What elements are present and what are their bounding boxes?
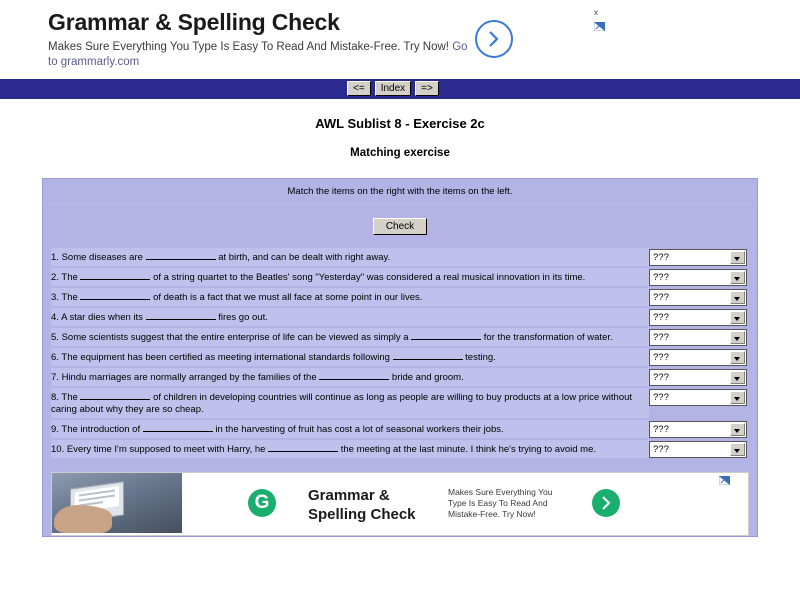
answer-gap: [319, 370, 389, 380]
question-text: [51, 308, 649, 326]
question-text: [51, 388, 649, 418]
question-row: [43, 420, 757, 438]
question-text-before-gap: The: [61, 392, 78, 403]
question-row: [43, 248, 757, 266]
page-subtitle: Matching exercise: [350, 147, 450, 159]
answer-select-value: ???: [653, 312, 669, 323]
question-text-after-gap: of children in developing countries will continue as long as people are willing to buy products at a low price without caring about why they are so cheap.: [51, 392, 633, 415]
question-row: [43, 368, 757, 386]
bottom-ad-title-line2: Spelling Check: [308, 506, 416, 523]
chevron-down-icon[interactable]: [730, 291, 745, 304]
question-row: [43, 268, 757, 286]
back-button[interactable]: <=: [347, 81, 371, 96]
question-number: 10.: [51, 444, 65, 455]
navigation-bar: [0, 79, 800, 99]
answer-gap: [80, 390, 150, 400]
question-number: 1.: [51, 252, 59, 263]
answer-select-wrapper: [649, 348, 749, 366]
answer-select-wrapper: [649, 368, 749, 386]
question-text-before-gap: The introduction of: [61, 424, 141, 435]
answer-select-value: ???: [653, 332, 669, 343]
answer-select-wrapper: [649, 288, 749, 306]
page-title: AWL Sublist 8 - Exercise 2c: [315, 116, 485, 131]
question-text-before-gap: Some scientists suggest that the entire enterprise of life can be viewed as simply a: [61, 332, 409, 343]
answer-select-wrapper: [649, 308, 749, 326]
answer-select-value: ???: [653, 372, 669, 383]
question-number: 9.: [51, 424, 59, 435]
answer-select-value: ???: [653, 392, 669, 403]
chevron-down-icon[interactable]: [730, 371, 745, 384]
instructions-text: Match the items on the right with the items on the left.: [43, 179, 757, 205]
answer-select[interactable]: [649, 309, 747, 326]
top-ad-subtitle: [48, 35, 478, 70]
top-ad-content[interactable]: [48, 4, 618, 74]
question-row: [43, 388, 757, 418]
question-number: 2.: [51, 272, 59, 283]
hand-shape: [54, 505, 112, 533]
laptop-typing-photo: [52, 473, 182, 533]
chevron-right-icon[interactable]: [475, 20, 513, 58]
chevron-down-icon[interactable]: [730, 351, 745, 364]
answer-gap: [411, 330, 481, 340]
answer-select-value: ???: [653, 272, 669, 283]
answer-select-wrapper: [649, 248, 749, 266]
question-text-before-gap: Every time I'm supposed to meet with Harry, he: [66, 444, 266, 455]
answer-select[interactable]: [649, 441, 747, 458]
chevron-down-icon[interactable]: [730, 251, 745, 264]
answer-select[interactable]: [649, 369, 747, 386]
answer-select-wrapper: [649, 328, 749, 346]
exercise-panel: [42, 178, 758, 537]
question-row: [43, 348, 757, 366]
adchoices-icon[interactable]: [594, 18, 605, 27]
answer-gap: [146, 250, 216, 260]
question-text: [51, 248, 649, 266]
question-text: [51, 348, 649, 366]
question-text-after-gap: of a string quartet to the Beatles' song "Yesterday" was considered a real musical innovation in its time.: [153, 272, 586, 283]
question-text: [51, 288, 649, 306]
adchoices-icon[interactable]: [719, 476, 730, 487]
question-text-after-gap: the meeting at the last minute. I think he's trying to avoid me.: [340, 444, 596, 455]
check-button[interactable]: Check: [373, 218, 427, 235]
answer-gap: [143, 422, 213, 432]
forward-button[interactable]: =>: [415, 81, 439, 96]
question-text-before-gap: A star dies when its: [61, 312, 143, 323]
questions-list: [43, 248, 757, 466]
answer-select[interactable]: [649, 349, 747, 366]
answer-select-value: ???: [653, 424, 669, 435]
answer-gap: [80, 290, 150, 300]
question-text-after-gap: at birth, and can be dealt with right away.: [218, 252, 391, 263]
check-row: [43, 205, 757, 248]
chevron-right-icon[interactable]: [592, 489, 620, 517]
chevron-down-icon[interactable]: [730, 311, 745, 324]
answer-select[interactable]: [649, 389, 747, 406]
question-row: [43, 288, 757, 306]
question-number: 6.: [51, 352, 59, 363]
chevron-down-icon[interactable]: [730, 391, 745, 404]
answer-gap: [393, 350, 463, 360]
answer-select[interactable]: [649, 329, 747, 346]
bottom-banner-ad[interactable]: [51, 472, 749, 536]
answer-gap: [146, 310, 216, 320]
grammarly-logo-icon: G: [248, 489, 276, 517]
answer-select[interactable]: [649, 421, 747, 438]
answer-select[interactable]: [649, 269, 747, 286]
chevron-down-icon[interactable]: [730, 423, 745, 436]
chevron-down-icon[interactable]: [730, 271, 745, 284]
chevron-down-icon[interactable]: [730, 331, 745, 344]
answer-select-value: ???: [653, 352, 669, 363]
answer-select-value: ???: [653, 444, 669, 455]
bottom-ad-title: [308, 486, 416, 524]
answer-select-wrapper: [649, 420, 749, 438]
question-row: [43, 440, 757, 458]
question-text-after-gap: in the harvesting of fruit has cost a lot of seasonal workers their jobs.: [215, 424, 504, 435]
question-row: [43, 308, 757, 326]
question-text: [51, 440, 649, 458]
question-number: 5.: [51, 332, 59, 343]
answer-select-value: ???: [653, 292, 669, 303]
answer-select[interactable]: [649, 289, 747, 306]
question-text-before-gap: The equipment has been certified as meeting international standards following: [61, 352, 390, 363]
question-text-after-gap: testing.: [465, 352, 496, 363]
close-icon[interactable]: x: [594, 8, 598, 17]
bottom-ad-title-line1: Grammar &: [308, 487, 390, 504]
question-number: 3.: [51, 292, 59, 303]
question-text-before-gap: Some diseases are: [61, 252, 143, 263]
question-text: [51, 420, 649, 438]
answer-gap: [80, 270, 150, 280]
bottom-ad-subtitle: Makes Sure Everything You Type Is Easy To Read And Mistake-Free. Try Now!: [448, 487, 553, 519]
question-text-after-gap: of death is a fact that we must all face at some point in our lives.: [153, 292, 423, 303]
question-text: [51, 368, 649, 386]
question-number: 7.: [51, 372, 59, 383]
question-text: [51, 328, 649, 346]
question-text: [51, 268, 649, 286]
answer-select-value: ???: [653, 252, 669, 263]
top-ad-url[interactable]: Go to grammarly.com: [48, 41, 468, 68]
question-text-after-gap: for the transformation of water.: [483, 332, 613, 343]
question-text-after-gap: fires go out.: [218, 312, 268, 323]
question-number: 8.: [51, 392, 59, 403]
index-button[interactable]: Index: [375, 81, 411, 96]
question-text-before-gap: The: [61, 272, 78, 283]
top-ad-subtitle-text: Makes Sure Everything You Type Is Easy To Read And Mistake-Free. Try Now!: [48, 41, 449, 53]
answer-select-wrapper: [649, 388, 749, 406]
answer-select-wrapper: [649, 440, 749, 458]
question-number: 4.: [51, 312, 59, 323]
answer-select-wrapper: [649, 268, 749, 286]
question-text-before-gap: The: [61, 292, 78, 303]
answer-select[interactable]: [649, 249, 747, 266]
nav-button-group: [347, 81, 439, 96]
question-text-after-gap: bride and groom.: [391, 372, 464, 383]
question-row: [43, 328, 757, 346]
chevron-down-icon[interactable]: [730, 443, 745, 456]
answer-gap: [268, 442, 338, 452]
top-banner-ad[interactable]: [0, 0, 800, 79]
question-text-before-gap: Hindu marriages are normally arranged by the families of the: [61, 372, 317, 383]
top-ad-title: Grammar & Spelling Check: [48, 9, 340, 35]
